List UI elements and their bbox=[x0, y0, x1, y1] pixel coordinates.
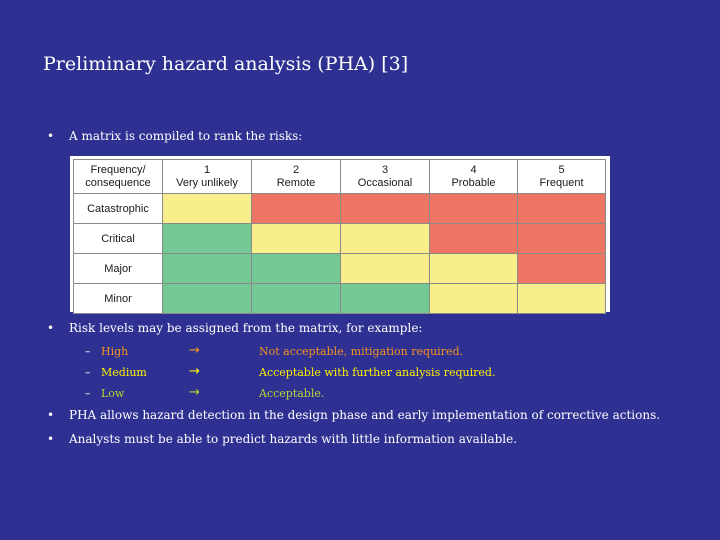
risk-cell-yellow bbox=[430, 254, 518, 284]
level-name: Low bbox=[101, 387, 125, 400]
risk-cell-yellow bbox=[252, 224, 341, 254]
column-header bbox=[341, 160, 430, 194]
risk-cell-red bbox=[518, 194, 606, 224]
arrow-right-icon: → bbox=[189, 385, 200, 400]
column-header bbox=[163, 160, 252, 194]
row-header: Minor bbox=[74, 284, 163, 314]
column-label: Occasional bbox=[357, 176, 413, 189]
risk-cell-yellow bbox=[430, 284, 518, 314]
level-description: Not acceptable, mitigation required. bbox=[259, 345, 463, 358]
column-label: Remote bbox=[276, 176, 316, 189]
risk-cell-green bbox=[252, 284, 341, 314]
bullet-text: A matrix is compiled to rank the risks: bbox=[69, 129, 303, 143]
bullet-text: PHA allows hazard detection in the design phase and early implementation of corrective actions. bbox=[69, 408, 661, 422]
matrix-row bbox=[74, 224, 606, 254]
risk-cell-red bbox=[341, 194, 430, 224]
column-number: 4 bbox=[470, 163, 477, 176]
matrix-row bbox=[74, 284, 606, 314]
arrow-right-icon: → bbox=[189, 364, 200, 379]
column-header bbox=[518, 160, 606, 194]
risk-cell-red bbox=[252, 194, 341, 224]
risk-cell-yellow bbox=[163, 194, 252, 224]
bullet-marker: • bbox=[47, 321, 55, 335]
row-header: Catastrophic bbox=[74, 194, 163, 224]
dash-marker: – bbox=[85, 366, 91, 379]
risk-matrix bbox=[70, 156, 610, 312]
slide-title: Preliminary hazard analysis (PHA) [3] bbox=[43, 53, 409, 75]
level-name: Medium bbox=[101, 366, 147, 379]
risk-cell-red bbox=[430, 194, 518, 224]
risk-cell-yellow bbox=[518, 284, 606, 314]
column-number: 3 bbox=[381, 163, 389, 176]
level-name: High bbox=[101, 345, 129, 358]
dash-marker: – bbox=[85, 345, 91, 358]
bullet-text: Analysts must be able to predict hazards with little information available. bbox=[69, 432, 518, 446]
corner-line-1: Frequency/ bbox=[90, 163, 146, 176]
risk-cell-yellow bbox=[341, 254, 430, 284]
risk-cell-green bbox=[163, 254, 252, 284]
column-label: Frequent bbox=[539, 176, 584, 189]
risk-matrix-table bbox=[73, 159, 606, 314]
bullet-marker: • bbox=[47, 432, 55, 446]
column-number: 5 bbox=[558, 163, 565, 176]
risk-cell-green bbox=[163, 224, 252, 254]
bullet-text: Risk levels may be assigned from the matrix, for example: bbox=[69, 321, 423, 335]
matrix-header-row bbox=[74, 160, 606, 194]
risk-cell-red bbox=[518, 224, 606, 254]
level-description: Acceptable. bbox=[259, 387, 325, 400]
level-description: Acceptable with further analysis required. bbox=[259, 366, 496, 379]
matrix-body bbox=[74, 194, 606, 314]
risk-cell-green bbox=[163, 284, 252, 314]
matrix-corner-header bbox=[74, 160, 163, 194]
corner-line-2: consequence bbox=[85, 176, 151, 189]
risk-cell-yellow bbox=[341, 224, 430, 254]
arrow-right-icon: → bbox=[189, 343, 200, 358]
column-label: Very unlikely bbox=[176, 176, 238, 189]
row-header: Critical bbox=[74, 224, 163, 254]
column-header bbox=[252, 160, 341, 194]
risk-cell-red bbox=[430, 224, 518, 254]
dash-marker: – bbox=[85, 387, 91, 400]
matrix-row bbox=[74, 254, 606, 284]
column-header bbox=[430, 160, 518, 194]
matrix-row bbox=[74, 194, 606, 224]
risk-cell-red bbox=[518, 254, 606, 284]
column-label: Probable bbox=[451, 176, 496, 189]
risk-cell-green bbox=[252, 254, 341, 284]
bullet-marker: • bbox=[47, 129, 55, 143]
column-number: 1 bbox=[203, 163, 211, 176]
column-number: 2 bbox=[292, 163, 300, 176]
risk-cell-green bbox=[341, 284, 430, 314]
bullet-marker: • bbox=[47, 408, 55, 422]
row-header: Major bbox=[74, 254, 163, 284]
